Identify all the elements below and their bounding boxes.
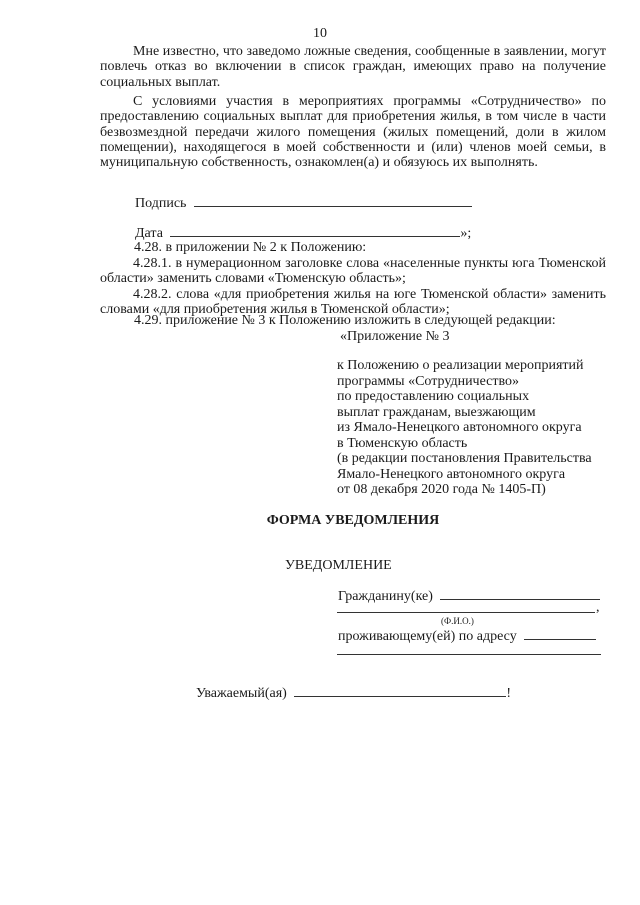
attachment-line: Ямало-Ненецкого автономного округа bbox=[337, 466, 566, 482]
date-tail: »; bbox=[460, 226, 472, 241]
paragraph-false-info-warning: Мне известно, что заведомо ложные сведения, сообщенные в заявлении, могут повлечь отказ во включении в список граждан, имеющих право на получение социальных выплат. bbox=[100, 44, 606, 90]
form-subheading: УВЕДОМЛЕНИЕ bbox=[285, 558, 392, 573]
item-4-29: 4.29. приложение № 3 к Положению изложить в следующей редакции: bbox=[134, 313, 556, 328]
date-field[interactable] bbox=[170, 224, 460, 237]
paragraph-program-conditions: С условиями участия в мероприятиях программы «Сотрудничество» по предоставлению социальных выплат для приобретения жилья, в том числе в части безвозмездной передачи жилого помещения (жилых помещений, доли в жилом помещении), находящегося в моей собственности и (или) членов моей семьи, в муниципальную собственность, ознакомлен(а) и обязуюсь их выполнять. bbox=[100, 94, 606, 171]
date-label: Дата bbox=[135, 226, 163, 241]
attachment-title: «Приложение № 3 bbox=[340, 329, 450, 344]
signature-field[interactable] bbox=[194, 194, 472, 207]
attachment-line: от 08 декабря 2020 года № 1405-П) bbox=[337, 482, 546, 497]
attachment-line: из Ямало-Ненецкого автономного округа bbox=[337, 420, 582, 435]
attachment-line: в Тюменскую область bbox=[337, 435, 468, 451]
attachment-line: к Положению о реализации мероприятий bbox=[337, 358, 584, 373]
item-4-28-2: 4.28.2. слова «для приобретения жилья на юге Тюменской области» заменить словами «для приобретения жилья в Тюменской области»; bbox=[100, 287, 606, 318]
address-row bbox=[338, 627, 596, 645]
fio-comma: , bbox=[596, 600, 600, 615]
page-number: 10 bbox=[313, 26, 327, 41]
fio-line[interactable] bbox=[337, 612, 595, 613]
address-label: проживающему(ей) по адресу bbox=[338, 629, 517, 644]
item-4-28: 4.28. в приложении № 2 к Положению: bbox=[134, 240, 367, 255]
citizen-row bbox=[338, 587, 600, 605]
address-line-2[interactable] bbox=[337, 654, 601, 655]
greeting-row bbox=[196, 684, 511, 702]
signature-row bbox=[135, 194, 472, 212]
signature-label: Подпись bbox=[135, 196, 187, 211]
citizen-label: Гражданину(ке) bbox=[338, 589, 433, 604]
address-field[interactable] bbox=[524, 627, 596, 640]
item-4-28-1: 4.28.1. в нумерационном заголовке слова «населенные пункты юга Тюменской области» заменить словами «Тюменскую область»; bbox=[100, 256, 606, 287]
attachment-line: выплат гражданам, выезжающим bbox=[337, 404, 536, 420]
greeting-end: ! bbox=[506, 686, 511, 701]
attachment-line: (в редакции постановления Правительства bbox=[337, 451, 592, 466]
attachment-line: программы «Сотрудничество» bbox=[337, 373, 520, 389]
citizen-field[interactable] bbox=[440, 587, 600, 600]
form-heading: ФОРМА УВЕДОМЛЕНИЯ bbox=[266, 513, 440, 528]
fio-caption: (Ф.И.О.) bbox=[441, 616, 474, 626]
greeting-name-field[interactable] bbox=[294, 684, 506, 697]
attachment-line: по предоставлению социальных bbox=[337, 389, 530, 404]
attachment-block bbox=[337, 358, 617, 498]
greeting-label: Уважаемый(ая) bbox=[196, 686, 287, 701]
